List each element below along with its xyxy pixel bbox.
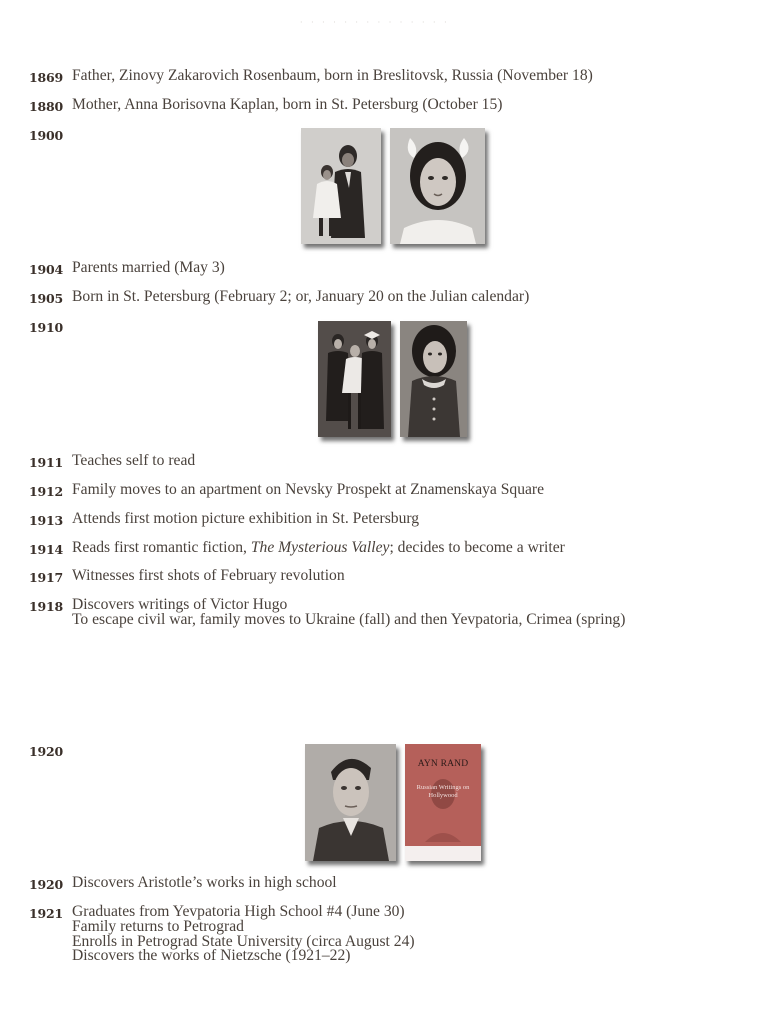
entry-text: Teaches self to read <box>72 452 196 469</box>
entry-year: 1914 <box>29 542 63 557</box>
entry-year: 1904 <box>29 262 63 277</box>
entry-text: Mother, Anna Borisovna Kaplan, born in St. Petersburg (October 15) <box>72 96 503 113</box>
photo-three-sisters <box>318 321 391 437</box>
entry-text-pre: Reads first romantic fiction, <box>72 539 251 556</box>
portrait-photo-girl <box>390 128 485 244</box>
entry-text <box>72 905 415 964</box>
book-title: The Mysterious Valley <box>250 539 390 556</box>
entry-year: 1917 <box>29 570 63 585</box>
entry-text <box>72 598 625 628</box>
entry-year: 1911 <box>29 455 63 470</box>
entry-year: 1900 <box>29 128 63 143</box>
entry-line: Graduates from Yevpatoria High School #4 (June 30) <box>72 903 405 920</box>
entry-year: 1913 <box>29 513 63 528</box>
entry-text: Father, Zinovy Zakarovich Rosenbaum, born in Breslitovsk, Russia (November 18) <box>72 67 593 84</box>
book-cover-author: AYN RAND <box>417 759 469 769</box>
entry-text-post: ; decides to become a writer <box>389 539 565 556</box>
entry-year: 1910 <box>29 320 63 335</box>
entry-text: Discovers Aristotle’s works in high school <box>72 874 337 891</box>
entry-text <box>72 541 565 556</box>
entry-line: To escape civil war, family moves to Ukraine (fall) and then Yevpatoria, Crimea (spring) <box>72 610 626 628</box>
entry-text: Parents married (May 3) <box>72 259 225 276</box>
entry-line: Family returns to Petrograd <box>72 917 244 935</box>
entry-year: 1918 <box>29 599 63 614</box>
entry-line: Discovers the works of Nietzsche (1921–22) <box>72 947 351 965</box>
entry-line: Discovers writings of Victor Hugo <box>72 596 288 613</box>
entry-text: Attends first motion picture exhibition in St. Petersburg <box>72 510 420 527</box>
entry-year: 1880 <box>29 99 63 114</box>
portrait-photo-young-man <box>305 744 396 861</box>
book-cover-title: Russian Writings on Hollywood <box>416 784 470 799</box>
entry-year: 1921 <box>29 906 63 921</box>
entry-text: Family moves to an apartment on Nevsky Prospekt at Znamenskaya Square <box>72 481 545 498</box>
entry-year: 1905 <box>29 291 63 306</box>
portrait-photo-young-girl <box>400 321 467 437</box>
book-cover <box>405 744 481 861</box>
entry-year: 1920 <box>29 877 63 892</box>
entry-text: Born in St. Petersburg (February 2; or, January 20 on the Julian calendar) <box>72 288 530 305</box>
entry-year: 1869 <box>29 70 63 85</box>
entry-year: 1912 <box>29 484 63 499</box>
entry-line: Enrolls in Petrograd State University (circa August 24) <box>72 932 415 950</box>
entry-text: Witnesses first shots of February revolution <box>72 567 345 584</box>
entry-year: 1920 <box>29 744 63 759</box>
family-photo-father-daughter <box>301 128 381 244</box>
page-header: · · · · · · · · · · · · · · <box>300 18 450 27</box>
